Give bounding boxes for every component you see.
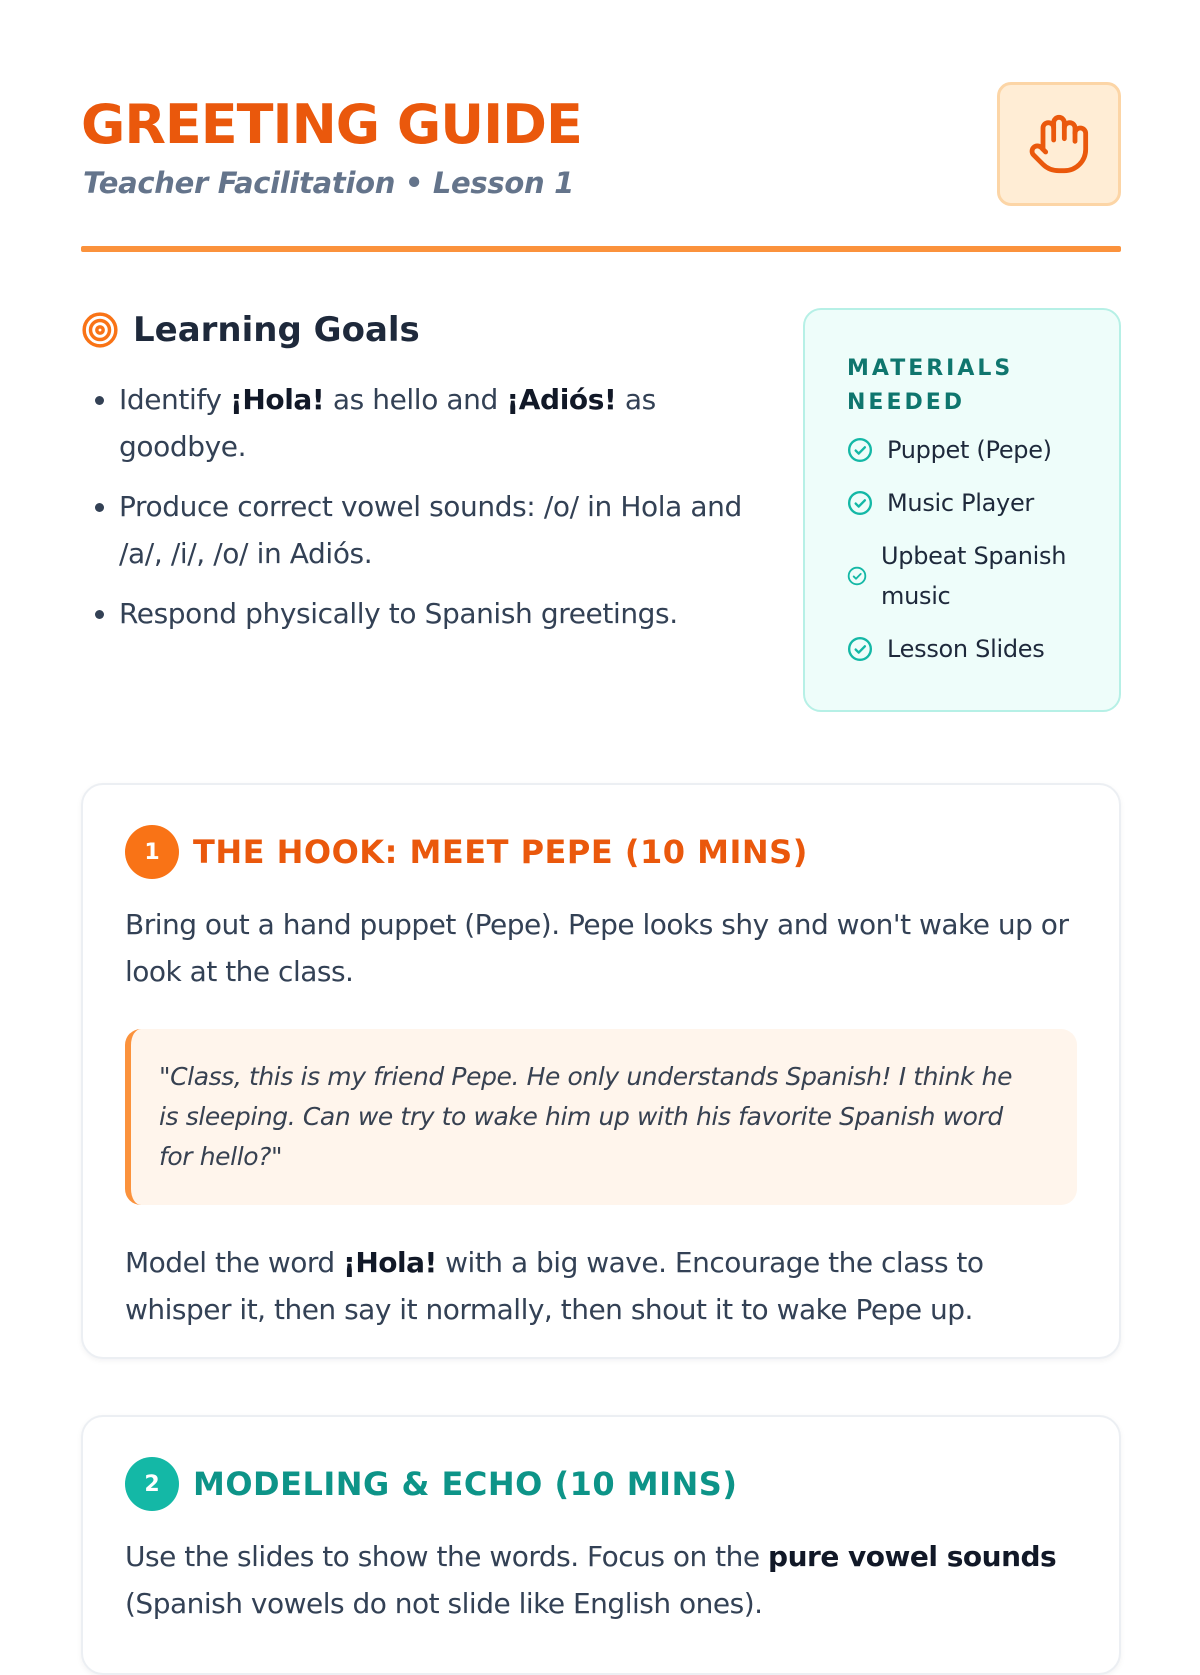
material-item: Lesson Slides [847, 629, 1089, 669]
material-item: Music Player [847, 483, 1089, 523]
check-circle-icon [847, 437, 873, 463]
header-divider [81, 246, 1121, 252]
target-icon [81, 311, 119, 349]
goal-item: • Respond physically to Spanish greetings. [119, 590, 771, 637]
hand-wave-icon [1027, 112, 1091, 176]
section-card-hook [81, 783, 1121, 1359]
teacher-script-quote: "Class, this is my friend Pepe. He only understands Spanish! I think he is sleeping. Can we try to wake him up with his favorite Spanish word for hello?" [125, 1029, 1077, 1205]
section-intro: Use the slides to show the words. Focus on the pure vowel sounds (Spanish vowels do not slide like English ones). [125, 1540, 1057, 1620]
goals-list [81, 376, 771, 637]
section-card-modeling [81, 1415, 1121, 1675]
step-number-badge: 2 [125, 1457, 179, 1511]
learning-goals [81, 310, 771, 650]
goal-item: • Identify ¡Hola! as hello and ¡Adiós! as goodbye. [119, 376, 771, 470]
section-heading [125, 1457, 1077, 1511]
learning-goals-heading [81, 310, 771, 350]
materials-title: MATERIALS NEEDED [847, 356, 1014, 415]
check-circle-icon [847, 490, 873, 516]
material-item: Upbeat Spanish music [847, 536, 1089, 616]
page-title: GREETING GUIDE [81, 93, 582, 156]
page-subtitle: Teacher Facilitation • Lesson 1 [83, 166, 574, 200]
hand-wave-badge [997, 82, 1121, 206]
goal-item: • Produce correct vowel sounds: /o/ in Hola and /a/, /i/, /o/ in Adiós. [119, 483, 771, 577]
materials-panel [803, 308, 1121, 712]
section-title: THE HOOK: MEET PEPE (10 MINS) [193, 833, 808, 871]
section-heading [125, 825, 1077, 879]
section-instructions: Model the word ¡Hola! with a big wave. Encourage the class to whisper it, then say it normally, then shout it to wake Pepe up. [125, 1246, 984, 1326]
learning-goals-title: Learning Goals [133, 310, 420, 350]
check-circle-icon [847, 566, 867, 586]
page-header [81, 82, 1121, 252]
material-item: Puppet (Pepe) [847, 430, 1089, 470]
check-circle-icon [847, 636, 873, 662]
section-title: MODELING & ECHO (10 MINS) [193, 1465, 738, 1503]
materials-list [847, 430, 1089, 669]
section-intro: Bring out a hand puppet (Pepe). Pepe looks shy and won't wake up or look at the class. [125, 908, 1069, 988]
step-number-badge: 1 [125, 825, 179, 879]
